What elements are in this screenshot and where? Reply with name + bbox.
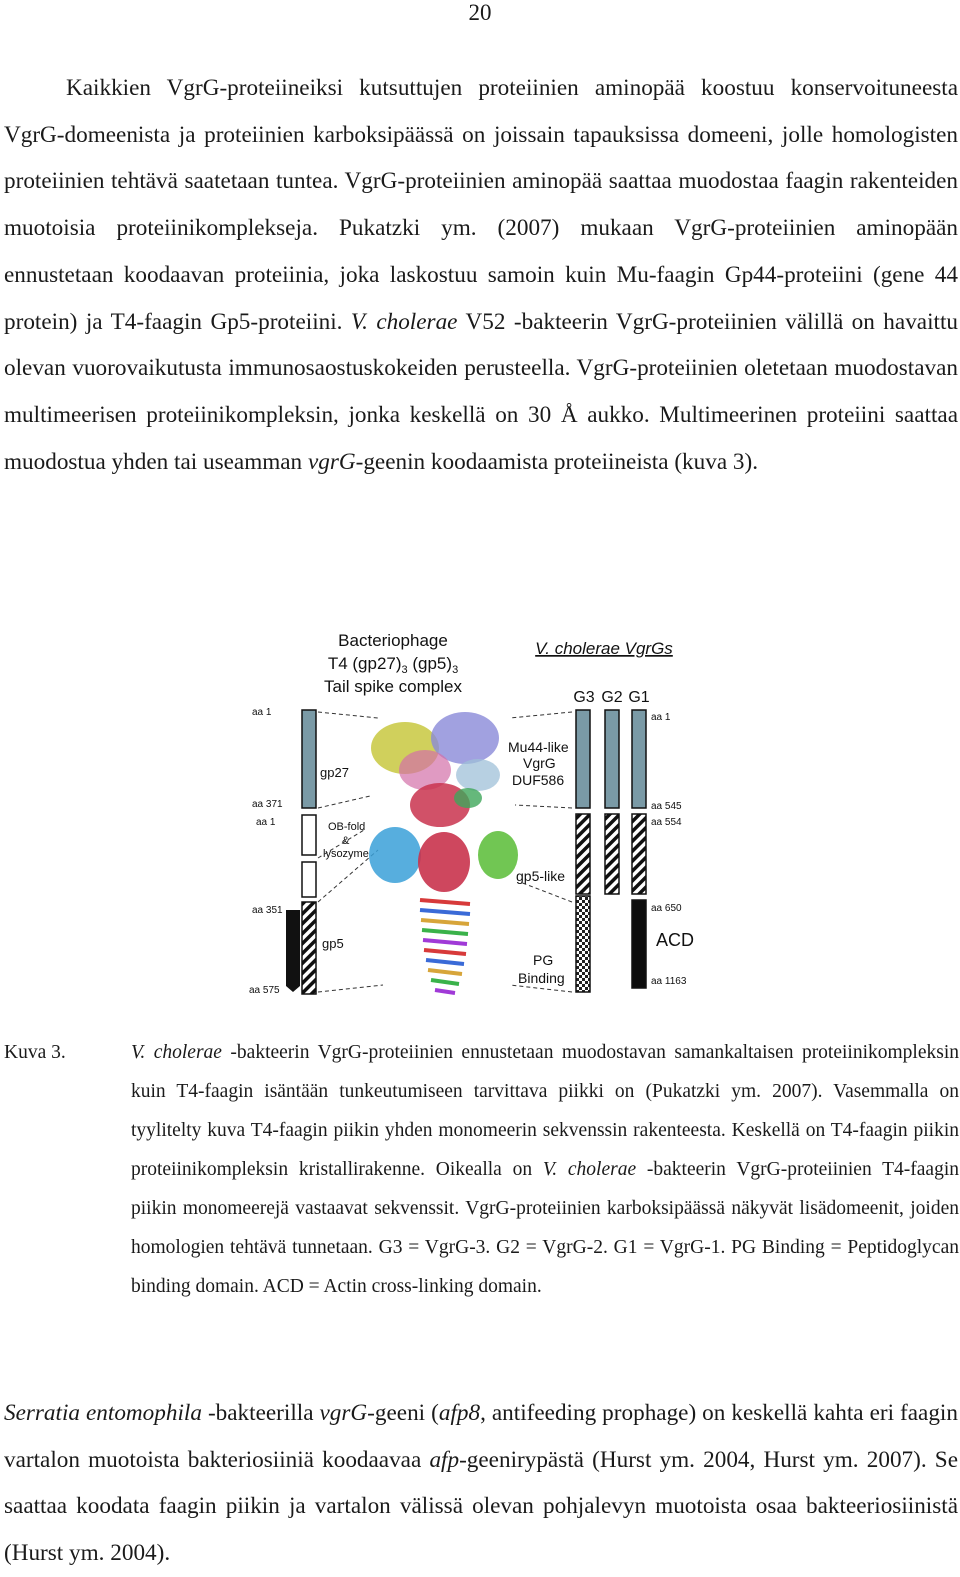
left-aa-371: aa 371 bbox=[252, 799, 283, 810]
bar-g3-pg-binding bbox=[576, 896, 590, 992]
figure-title-left-2 bbox=[328, 654, 458, 676]
serratia-name: Serratia entomophila bbox=[4, 1400, 202, 1426]
crystal-structure bbox=[369, 712, 518, 993]
gene-name: vgrG bbox=[307, 448, 356, 475]
paragraph-1-part-3: -geenin koodaamista proteiineista (kuva 3). bbox=[355, 448, 759, 475]
right-aa-554: aa 554 bbox=[651, 817, 682, 828]
left-aa-575: aa 575 bbox=[249, 985, 280, 996]
caption-part-2: -bakteerin VgrG-proteiinien T4-faagin piikin monomeerejä vastaavat sekvenssit. VgrG-proteiinien karboksipäässä näkyvät lisädomeenit, joiden homologien tehtävä tunnetaan. G3 = VgrG-3. G2 = VgrG-2. G1 = VgrG-1. PG Binding = Peptidoglycan binding domain. ACD = Actin cross-linking domain. bbox=[131, 1159, 959, 1297]
figure-caption bbox=[131, 1033, 959, 1306]
domain-gp5: gp5 bbox=[322, 936, 344, 951]
label-pg: PG bbox=[533, 952, 554, 968]
figure-title-left-3: Tail spike complex bbox=[324, 677, 462, 696]
vgrg-gene: vgrG bbox=[319, 1400, 368, 1426]
bar-g2-gp5-like bbox=[605, 814, 619, 894]
bar-ob-fold-2 bbox=[302, 862, 316, 897]
label-g2: G2 bbox=[601, 689, 623, 706]
bar-gp5-black bbox=[286, 910, 300, 992]
title-gp5: (gp5) bbox=[407, 654, 453, 673]
caption-species-2: V. cholerae bbox=[542, 1159, 637, 1180]
figure-3 bbox=[0, 600, 960, 1010]
right-aa-1163: aa 1163 bbox=[651, 976, 687, 987]
domain-and: & bbox=[342, 835, 350, 847]
paragraph-2 bbox=[4, 1390, 958, 1577]
title-t4-gp27: T4 (gp27) bbox=[327, 654, 402, 673]
domain-ob-fold: OB-fold bbox=[328, 821, 366, 833]
afp8-gene: afp8 bbox=[438, 1400, 481, 1426]
afp-gene: afp bbox=[429, 1446, 460, 1473]
page-number: 20 bbox=[468, 0, 492, 25]
bar-g2-vgrg bbox=[605, 710, 619, 808]
left-aa-351: aa 351 bbox=[252, 905, 283, 916]
figure-title-right: V. cholerae VgrGs bbox=[535, 639, 673, 658]
paragraph-2-part-2: -geeni ( bbox=[367, 1400, 439, 1426]
right-aa-1: aa 1 bbox=[651, 712, 671, 723]
label-g3: G3 bbox=[573, 689, 595, 706]
paragraph-2-part-4: -geenirypästä (Hurst ym. 2004, Hurst ym. 2007). Se saattaa koodata faagin piikin ja vartalon välissä olevan pohjalevyn muotoista osaa bakteeriosiinistä (Hurst ym. 2004). bbox=[4, 1446, 958, 1567]
left-aa-1: aa 1 bbox=[252, 707, 272, 718]
left-aa-1b: aa 1 bbox=[256, 817, 276, 828]
caption-species-1: V. cholerae bbox=[131, 1042, 222, 1063]
paragraph-2-part-1: -bakteerilla bbox=[201, 1400, 320, 1426]
title-sub-1: 3 bbox=[401, 664, 408, 676]
bar-ob-fold-1 bbox=[302, 815, 316, 855]
domain-gp27: gp27 bbox=[320, 765, 349, 780]
bar-gp27 bbox=[302, 710, 316, 808]
paragraph-1-part-2: V52 -bakteerin VgrG-proteiinien välillä on havaittu olevan vuorovaikutusta immunosaostuskokeiden perusteella. VgrG-proteiinien oletetaan muodostavan multimeerisen proteiinikompleksin, jonka keskellä on 30 Å aukko. Multimeerinen proteiini saattaa muodostua yhden tai useamman bbox=[4, 308, 959, 475]
figure-caption-label: Kuva 3. bbox=[4, 1042, 66, 1063]
label-binding: Binding bbox=[518, 970, 565, 986]
label-gp5-like: gp5-like bbox=[516, 868, 566, 884]
domain-acd: ACD bbox=[656, 930, 695, 950]
bar-gp5 bbox=[302, 902, 316, 994]
right-aa-545: aa 545 bbox=[651, 801, 682, 812]
paragraph-2-part-3: , antifeeding prophage) on keskellä kahta eri faagin vartalon muotoista bakteriosiiniä koodaavaa bbox=[4, 1400, 958, 1473]
bar-g3-vgrg bbox=[576, 710, 590, 808]
label-g1: G1 bbox=[628, 689, 650, 706]
caption-part-1: -bakteerin VgrG-proteiinien ennustetaan muodostavan samankaltaisen proteiinikompleksin kuin T4-faagin isäntään tunkeutumiseen tarvittava piikki on (Pukatzki ym. 2007). Vasemmalla on tyylitelty kuva T4-faagin piikin yhden monomeerin sekvenssin rakenteesta. Keskellä on T4-faagin piikin proteiinikompleksin kristallirakenne. Oikealla on bbox=[131, 1042, 960, 1180]
bar-g1-acd bbox=[632, 900, 646, 988]
figure-3-diagram bbox=[0, 600, 960, 1010]
title-sub-2: 3 bbox=[452, 664, 459, 676]
bar-g3-gp5-like bbox=[576, 814, 590, 894]
right-aa-650: aa 650 bbox=[651, 903, 682, 914]
bar-g1-gp5-like bbox=[632, 814, 646, 894]
figure-title-left-1: Bacteriophage bbox=[338, 631, 448, 650]
paragraph-1-part-1: Kaikkien VgrG-proteiineiksi kutsuttujen proteiinien aminopää koostuu konservoituneesta VgrG-domeenista ja proteiinien karboksipäässä on joissain tapauksissa domeeni, jolle homologisten proteiinien tehtävä saatetaan tuntea. VgrG-proteiinien aminopää saattaa muodostaa faagin rakenteiden muotoisia proteiinikomplekseja. Pukatzki ym. (2007) mukaan VgrG-proteiinien aminopään ennustetaan koodaavan proteiinia, joka laskostuu samoin kuin Mu-faagin Gp44-proteiini (gene 44 protein) ja T4-faagin Gp5-proteiini. bbox=[4, 75, 958, 335]
label-vgrg: VgrG bbox=[523, 755, 556, 771]
species-name: V. cholerae bbox=[350, 308, 458, 335]
label-mu44-like: Mu44-like bbox=[508, 739, 569, 755]
bar-g1-vgrg bbox=[632, 710, 646, 808]
domain-lysozyme: lysozyme bbox=[323, 848, 369, 860]
paragraph-1 bbox=[4, 65, 958, 485]
label-duf586: DUF586 bbox=[512, 772, 565, 788]
